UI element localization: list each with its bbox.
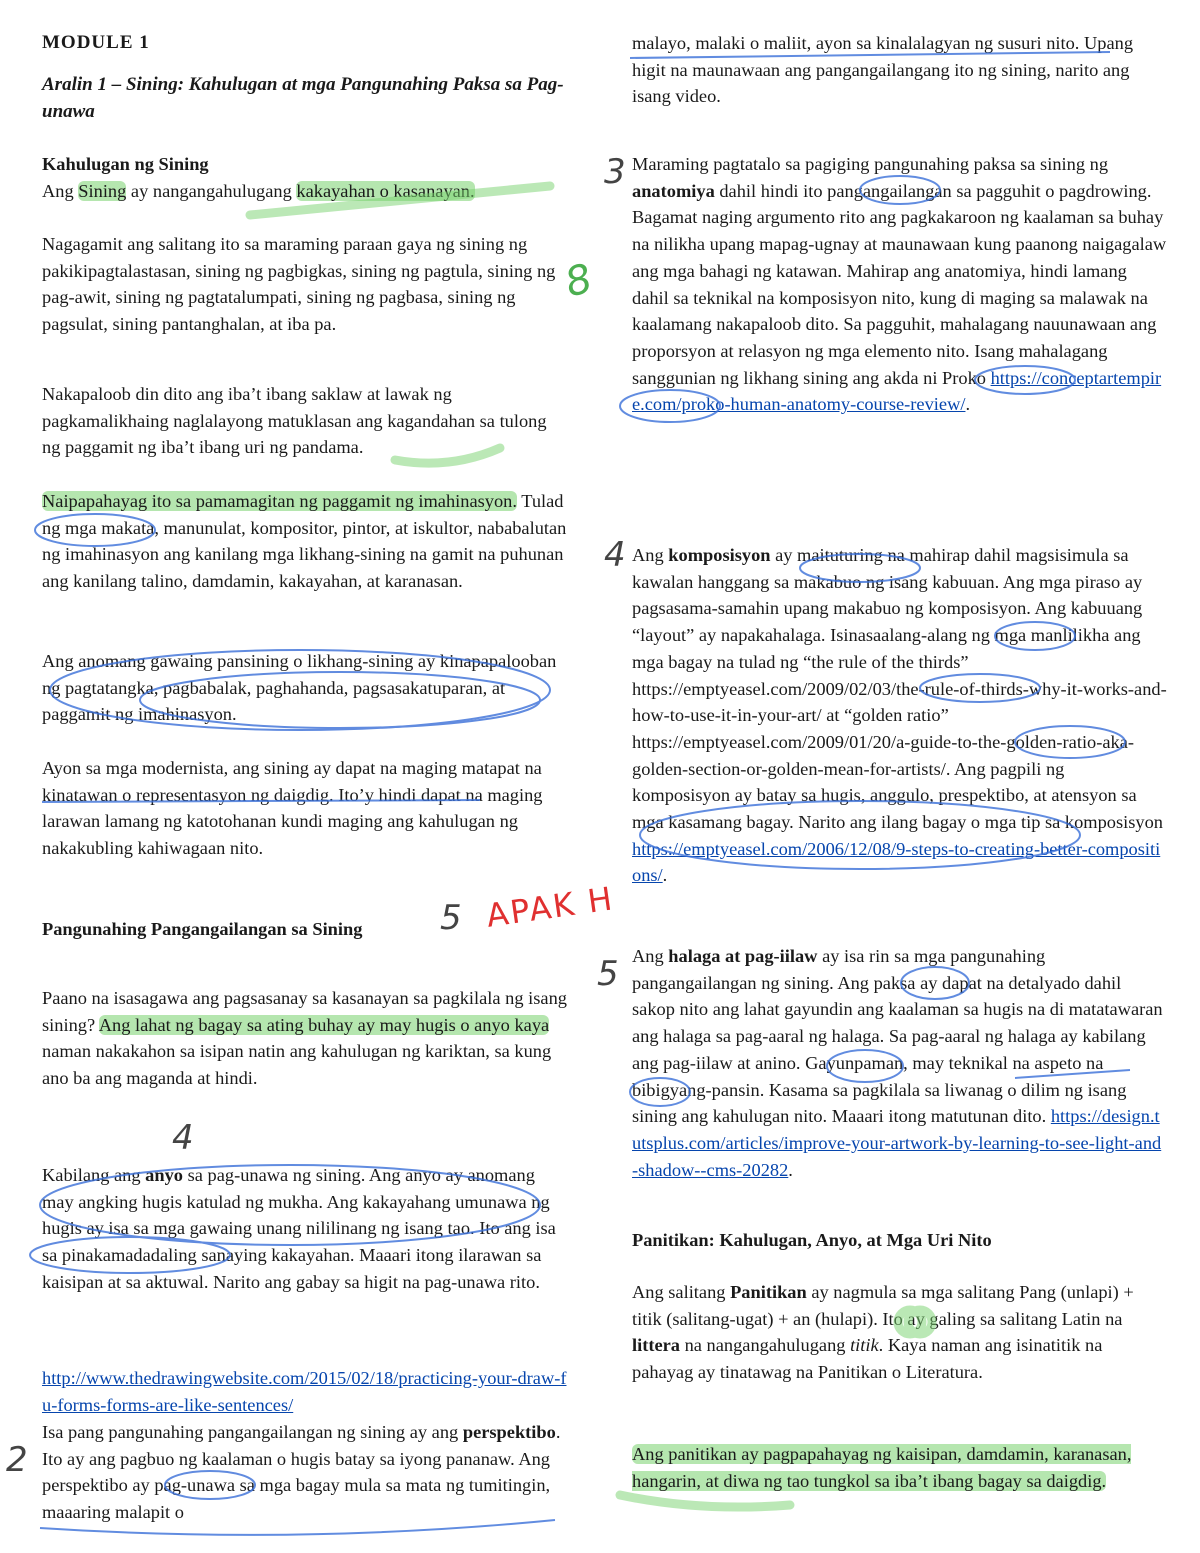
paragraph-halaga	[632, 943, 1167, 1183]
text: ay nangangahulugang	[126, 181, 297, 201]
bold-komposisyon: komposisyon	[668, 545, 771, 565]
paragraph-paano	[42, 985, 567, 1092]
paragraph-malayo: malayo, malaki o maliit, ayon sa kinalalagyan ng susuri nito. Upang higit na maunawaan ang pangangailangang ito ng sining, narito ang isang video.	[632, 33, 1134, 107]
text: .	[788, 1159, 793, 1180]
bold-anyo: anyo	[145, 1165, 183, 1185]
text: Isa pang pangunahing pangangailangan ng sining ay ang	[42, 1422, 463, 1442]
text: ay nagmula sa mga salitang Pang (unlapi) + titik (salitang-ugat) + an (hulapi). Ito ay galing sa salitang Latin na	[632, 1282, 1134, 1329]
paragraph-anatomiya	[632, 151, 1167, 418]
text: Maraming pagtatalo sa pagiging pangunahing paksa sa sining ng	[632, 154, 1109, 174]
bold-littera: littera	[632, 1335, 680, 1356]
text: sa pag-unawa ng sining. Ang anyo ay anomang may angking hugis katulad ng mukha. Ang kakayahang umunawa ng hugis ay isa sa mga gawaing unang nililinang ng isang tao. Ito ang isa sa pinakamadadaling sanaying kakayahan. Maaari itong ilarawan sa kaisipan at sa aktuwal. Narito ang gabay sa higit na pag-unawa rito.	[42, 1165, 556, 1292]
paragraph-uses: Nagagamit ang salitang ito sa maraming paraan gaya ng sining ng pakikipagtalastasan, sining ng pagbigkas, sining ng pagtula, sining ng pag-awit, sining ng pagtatalumpati, sining ng pagbasa, sining ng pagsulat, sining pantanghalan, at iba pa.	[42, 234, 556, 335]
panitikan-heading: Panitikan: Kahulugan, Anyo, at Mga Uri Nito	[632, 1230, 992, 1250]
handwritten-number-8: 8	[560, 255, 597, 307]
text: naman nakakahon sa isipan natin ang kahulugan ng kariktan, sa kung ano ba ang maganda at hindi.	[42, 1041, 552, 1089]
handwritten-number-5b: 5	[597, 954, 619, 994]
paragraph-saklaw: Nakapaloob din dito ang iba’t ibang saklaw at lawak ng pagkamalikhaing naglalayong matuklasan ang kagandahan sa tulong ng paggamit ng iba’t ibang uri ng pandama.	[42, 384, 547, 458]
text: .	[965, 394, 971, 415]
handwritten-number-4b: 4	[604, 535, 626, 575]
text: Ang	[42, 181, 79, 201]
pangunahing-heading: Pangunahing Pangangailangan sa Sining	[42, 919, 363, 939]
italic-titik: titik	[850, 1335, 879, 1356]
text: ay isa rin sa mga pangunahing pangangailangan ng sining. Ang paksa ay dapat na detalyado dahil sakop nito ang lahat gayundin ang kaalaman sa hugis na di matatawaran ang halaga sa pag-aaral ng halaga. Sa pag-aaral ng halaga ay kabilang ang pag-iilaw at anino. Gayunpaman, may teknikal na aspeto na bibigyang-pansin. Kasama sa pagkilala sa liwanag o dilim ng isang sining ang kahulugan nito. Maaari itong matutunan dito.	[632, 946, 1163, 1127]
text: Ang salitang	[632, 1282, 731, 1302]
paragraph-modernista: Ayon sa mga modernista, ang sining ay dapat na maging matapat na kinatawan o representasyon ng daigdig. Ito’y hindi dapat na maging larawan lamang ng katotohanan kundi maging ang kahulugan ng nakakubling kahiwagaan nito.	[42, 758, 543, 859]
paragraph-panitikan	[632, 1279, 1167, 1386]
text: ay maituturing na mahirap dahil magsisimula sa kawalan hanggang sa makabuo ng isang kabuuan. Ang mga piraso ay pagsasama-samahin upang makabuo ng komposisyon. Ang kabuuang “layout” ay napakahalaga. Isinasaalang-alang ng mga manlilikha ang mga bagay na tulad ng “the rule of the thirds” https://emptyeasel.com/2009/02/03/the-rule-of-thirds-why-it-works-and-how-to-use-it-in-your-art/ at “golden ratio” https://emptyeasel.com/2009/01/20/a-guide-to-the-golden-ratio-aka-golden-section-or-golden-mean-for-artists/. Ang pagpili ng komposisyon ay batay sa hugis, anggulo, prespektibo, at atensyon sa mga kasamang bagay. Narito ang ilang bagay o mga tip sa komposisyon	[632, 545, 1167, 833]
link-proko[interactable]: https://conceptartempire.com/proko-human-anatomy-course-review/	[632, 367, 1162, 415]
highlight-kakayahan: kakayahan o kasanayan.	[296, 181, 475, 201]
paragraph-imahinasyon	[42, 488, 567, 595]
highlight-naipapahayag: Naipapahayag ito sa pamamagitan ng paggamit ng imahinasyon.	[42, 491, 517, 511]
bold-halaga: halaga at pag-iilaw	[668, 946, 818, 966]
link-drawingwebsite[interactable]: http://www.thedrawingwebsite.com/2015/02/18/practicing-your-draw-fu-forms-forms-are-like-sentences/	[42, 1368, 567, 1415]
paragraph-anyo	[42, 1162, 567, 1296]
text: Ang	[632, 545, 669, 565]
paragraph-gawain: Ang anomang gawaing pansining o likhang-sining ay kinapapalooban ng pagtatangka, pagbabalak, paghahanda, pagsasakatuparan, at paggamit ng imahinasyon.	[42, 651, 557, 725]
kahulugan-heading: Kahulugan ng Sining	[42, 154, 209, 174]
link-drawingwebsite-wrap	[42, 1365, 567, 1418]
text: . Kaya naman ang isinatitik na pahayag ay tinatawag na Panitikan o Literatura.	[632, 1335, 1103, 1383]
bold-anatomiya: anatomiya	[632, 180, 715, 201]
paragraph-komposisyon	[632, 542, 1167, 889]
text: dahil hindi ito pangangailangan sa pagguhit o pagdrowing. Bagamat naging argumento rito ang pagkakaroon ng kaalaman sa buhay na nilikha upang mapag-ugnay at maunawaan kung paanong naigagalaw ang mga bahagi ng katawan. Mahirap ang anatomiya, hindi lamang dahil sa teknikal na komposisyon nito, kung di maging sa malawak na kaalamang nakapaloob dito. Sa pagguhit, mahalagang nauunawaan ang proporsyon at relasyon ng mga elemento nito. Isang mahalagang sanggunian ng likhang sining ang akda ni Proko	[632, 180, 1167, 388]
bold-perspektibo: perspektibo	[462, 1422, 556, 1442]
green-stroke-daigdig	[620, 1495, 790, 1507]
highlight-pagpapahayag: Ang panitikan ay pagpapahayag ng kaisipan, damdamin, karanasan, hangarin, at diwa ng tao tungkol sa iba’t ibang bagay sa daigdig.	[632, 1444, 1132, 1491]
text: . Ito ay ang pagbuo ng kaalaman o hugis batay sa iyong pananaw. Ang perspektibo ay pag-unawa sa mga bagay mula sa mata ng tumitingin, maaaring malapit o	[42, 1422, 561, 1523]
paragraph-perspektibo	[42, 1419, 567, 1526]
lesson-title: Aralin 1 – Sining: Kahulugan at mga Pangunahing Paksa sa Pag-unawa	[42, 74, 564, 122]
handwritten-apakh: APAK H	[483, 879, 617, 935]
module-title: MODULE 1	[42, 32, 150, 53]
text: Ang	[632, 946, 669, 966]
handwritten-number-3: 3	[604, 152, 626, 192]
highlight-sining: Sining	[78, 181, 127, 201]
link-tutsplus[interactable]: https://design.tutsplus.com/articles/improve-your-artwork-by-learning-to-see-light-and-shadow--cms-20282	[632, 1106, 1162, 1180]
bold-panitikan: Panitikan	[730, 1282, 807, 1302]
paragraph-panitikan-kahulugan	[632, 1441, 1167, 1494]
handwritten-number-5: 5	[440, 898, 462, 938]
text: Tulad ng mga makata, manunulat, kompositor, pintor, at iskultor, nababalutan ng imahinasyon ang kanilang mga likhang-sining na gamit na puhunan ang kanilang talino, damdamin, kakayahan, at karanasan.	[42, 491, 567, 592]
text: .	[662, 865, 668, 886]
handwritten-number-2: 2	[6, 1440, 28, 1480]
handwritten-number-4: 4	[172, 1118, 194, 1158]
paragraph-definition	[42, 178, 567, 205]
highlight-lahat: Ang lahat ng bagay sa ating buhay ay may hugis o anyo kaya	[98, 1014, 550, 1035]
text: na nangangahulugang	[680, 1335, 851, 1356]
link-compositions[interactable]: https://emptyeasel.com/2006/12/08/9-steps-to-creating-better-compositions/	[632, 838, 1161, 886]
text: Paano na isasagawa ang pagsasanay sa kasanayan sa pagkilala ng isang sining?	[42, 988, 567, 1035]
text: Kabilang ang	[42, 1165, 146, 1185]
